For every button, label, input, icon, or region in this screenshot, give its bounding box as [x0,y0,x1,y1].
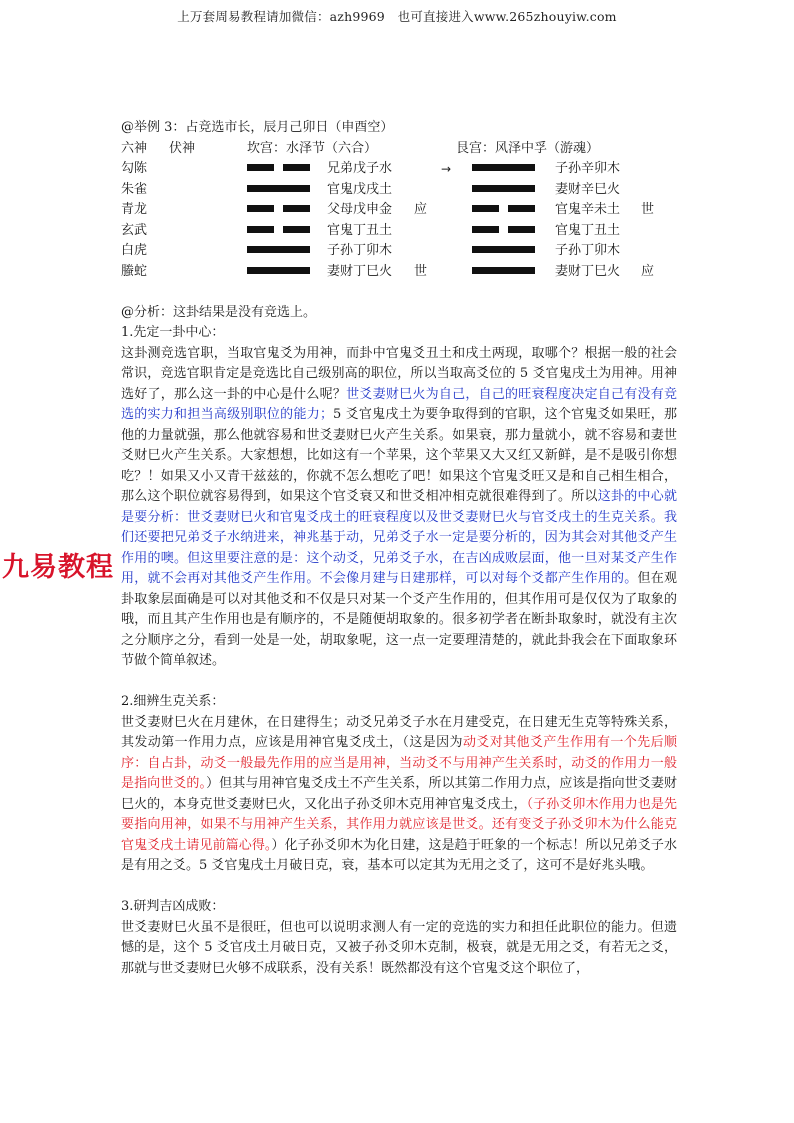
gua-line-row [121,241,677,262]
example-title: @举例 3：占竞选市长，辰月己卯日（申酉空） [121,120,394,135]
liushen-god: 螣蛇 [121,263,148,279]
changed-line-symbol [472,262,535,283]
liushen-god: 青龙 [121,202,148,217]
changed-line-text: 官鬼辛未土 [555,202,621,217]
liushen-god: 勾陈 [121,161,148,176]
changed-line-symbol [472,180,535,201]
section1-text-1: 这卦测竞选官职，当取官鬼爻为用神，而卦中官鬼爻丑土和戌土两现，取哪个？根据一般的社会常识，竞选官职肯定是竞选比自己级别高的职位，所以当取高爻位的 5 爻官鬼戌土为用神。用神选好了，那么这一卦的中心是什么呢？ [121,345,677,402]
changed-line-symbol [472,200,535,221]
section2-text-1: 世爻妻财巳火在月建休，在日建得生；动爻兄弟爻子水在月建受克，在日建无生克等特殊关系，其发动第一作用力点，应该是用神官鬼爻戌土，（这是因为 [121,714,677,750]
fushen-header: 伏神 [169,140,196,156]
gua-line-row [121,262,677,283]
changed-line-symbol [472,221,535,242]
changed-line-text: 妻财丁巳火 [555,263,621,279]
section1-highlight-1: 世爻妻财巳火为自己，自己的旺衰程度决定自己有没有竞选的实力和担当高级别职位的能力； [121,386,677,422]
liushen-god: 玄武 [121,222,148,238]
changed-line-text: 妻财辛巳火 [555,181,621,197]
section1-text-2: 5 爻官鬼戌土为要争取得到的官职，这个官鬼爻如果旺，那他的力量就强，那么他就容易和世爻妻财巳火产生关系。如果衰，那力量就小，就不容易和妻世爻财巳火产生关系。大家想想，比如这有一个苹果，这个苹果又大又红又新鲜，是不是吸引你想吃？！如果又小又青干兹兹的，你就不怎么想吃了吧！如果这个官鬼爻旺又是和自己相生相合，那么这个职位就容易得到，如果这个官爻衰又和世爻相冲相克就很难得到了。所以 [121,407,677,504]
changed-line-symbol [472,241,535,262]
document-body [121,118,677,979]
gua-line-row [121,159,677,180]
main-line-symbol [247,159,310,180]
gua-lines [121,159,677,282]
main-line-symbol [247,221,310,242]
main-line-mark: 世 [414,263,428,279]
main-line-text: 子孙丁卯木 [327,243,393,258]
section2-highlight-1: 动爻对其他爻产生作用有一个先后顺序：自占卦，动爻一般最先作用的应当是用神，当动爻不与用神产生关系时，动爻的作用力一般是指向世爻的。 [121,735,677,791]
main-line-text: 兄弟戊子水 [327,161,393,176]
changed-line-mark: 世 [641,202,655,217]
main-line-text: 父母戊申金 [327,202,393,217]
gua-line-row [121,180,677,201]
main-line-text: 妻财丁巳火 [327,263,393,279]
changed-palace-header: 艮宫：风泽中孚（游魂） [456,140,600,156]
changed-line-symbol [472,159,535,180]
section1-title: 1.先定一卦中心： [121,325,225,340]
page-header: 上万套周易教程请加微信：azh9969 也可直接进入www.265zhouyiw.com [177,9,617,24]
changed-line-mark: 应 [641,263,655,279]
gua-line-row [121,221,677,242]
liushen-god: 朱雀 [121,181,148,197]
gua-line-row [121,200,677,221]
main-line-symbol [247,262,310,283]
section1-text-3: 但在观卦取象层面确是可以对其他爻和不仅是只对某一个爻产生作用的，但其作用可是仅仅为了取象的哦，而且其产生作用也是有顺序的，不是随便胡取象的。很多初学者在断卦取象时，就没有主次之分顺序之分，看到一处是一处，胡取象呢，这一点一定要理清楚的，就此卦我会在下面取象环节做个简单叙述。 [121,571,677,668]
change-arrow-icon: → [441,162,452,176]
section3-title: 3.研判吉凶成败： [121,899,225,914]
changed-line-text: 子孙辛卯木 [555,161,621,176]
changed-line-text: 官鬼丁丑土 [555,222,621,238]
section1-highlight-2: 这卦的中心就是要分析：世爻妻财巳火和官鬼爻戌土的旺衰程度以及世爻妻财巳火与官爻戌土的生克关系。我们还要把兄弟爻子水纳进来，神兆基于动，兄弟爻子水一定是要分析的，因为其会对其他爻产生作用的噢。但这里要注意的是：这个动爻，兄弟爻子水，在吉凶成败层面，他一旦对某爻产生作用，就不会再对其他爻产生作用。不会像月建与日建那样，可以对每个爻都产生作用的。 [121,489,677,586]
main-palace-header: 坎宫：水泽节（六合） [247,140,378,156]
liushen-header: 六神 [121,140,148,156]
main-line-symbol [247,241,310,262]
watermark-logo: 九易教程 [2,552,114,583]
analysis-title: @分析：这卦结果是没有竞选上。 [121,304,317,320]
section2-text-3: ）化子孙爻卯木为化日建，这是趋于旺象的一个标志！所以兄弟爻子水是有用之爻。5 爻官鬼戌土月破日克，衰，基本可以定其为无用之爻了，这可不是好兆头哦。 [121,837,677,873]
liushen-god: 白虎 [121,243,148,258]
main-line-text: 官鬼丁丑土 [327,222,393,238]
main-line-mark: 应 [414,202,428,217]
main-line-symbol [247,180,310,201]
section2-title: 2.细辨生克关系： [121,694,225,709]
section1-paragraph [121,344,677,672]
section2-highlight-2: （子孙爻卯木作用力也是先要指向用神，如果不与用神产生关系，其作用力就应该是世爻。还有变爻子孙爻卯木为什么能克官鬼爻戌土请见前篇心得。 [121,796,677,853]
main-line-symbol [247,200,310,221]
section2-paragraph [121,713,677,877]
section3-paragraph: 世爻妻财巳火虽不是很旺，但也可以说明求测人有一定的竞选的实力和担任此职位的能力。但遗憾的是，这个 5 爻官戌土月破日克，又被子孙爻卯木克制，极衰，就是无用之爻，有若无之爻，那就与世爻妻财巳火够不成联系，没有关系！既然都没有这个官鬼爻这个职位了， [121,919,677,976]
section2-text-2: ）但其与用神官鬼爻戌土不产生关系，所以其第二作用力点，应该是指向世爻妻财巳火的，本身克世爻妻财巳火，又化出子孙爻卯木克用神官鬼爻戌土， [121,776,677,812]
main-line-text: 官鬼戊戌土 [327,181,393,197]
changed-line-text: 子孙丁卯木 [555,243,621,258]
gua-table-header [121,139,677,160]
